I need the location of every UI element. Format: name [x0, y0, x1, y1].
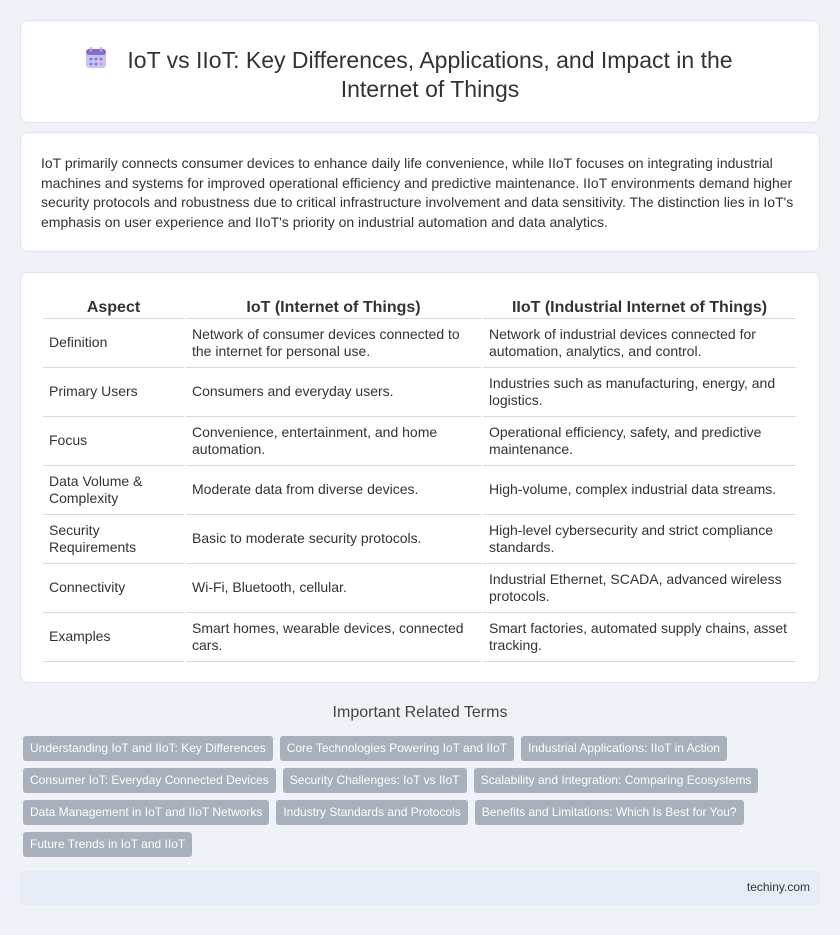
summary-card — [20, 132, 820, 252]
cell-aspect: Connectivity — [43, 564, 184, 613]
related-term-tag[interactable]: Scalability and Integration: Comparing Ecosystems — [474, 768, 759, 793]
cell-iiot: Industries such as manufacturing, energy, and logistics. — [483, 368, 796, 417]
cell-iiot: Operational efficiency, safety, and predictive maintenance. — [483, 417, 796, 466]
cell-aspect: Data Volume & Complexity — [43, 466, 184, 515]
comparison-table — [41, 297, 798, 662]
cell-iot: Convenience, entertainment, and home automation. — [186, 417, 481, 466]
cell-iot: Basic to moderate security protocols. — [186, 515, 481, 564]
cell-aspect: Focus — [43, 417, 184, 466]
table-header-row — [43, 297, 796, 319]
cell-iiot: High-level cybersecurity and strict compliance standards. — [483, 515, 796, 564]
header-aspect: Aspect — [43, 297, 184, 319]
summary-text: IoT primarily connects consumer devices to enhance daily life convenience, while IIoT focuses on integrating industrial machines and systems for improved operational efficiency and predictive maintenance. IIoT environments demand higher security protocols and robustness due to critical infrastructure involvement and data sensitivity. The distinction lies in IoT's emphasis on user experience and IIoT's priority on industrial automation and data analytics. — [41, 155, 794, 230]
table-row — [43, 515, 796, 564]
table-row — [43, 564, 796, 613]
cell-aspect: Primary Users — [43, 368, 184, 417]
cell-iot: Wi-Fi, Bluetooth, cellular. — [186, 564, 481, 613]
table-row — [43, 319, 796, 368]
table-row — [43, 466, 796, 515]
related-term-tag[interactable]: Data Management in IoT and IIoT Networks — [23, 800, 269, 825]
related-term-tag[interactable]: Industry Standards and Protocols — [276, 800, 467, 825]
table-row — [43, 613, 796, 662]
related-term-tag[interactable]: Security Challenges: IoT vs IIoT — [283, 768, 467, 793]
cell-iiot: High-volume, complex industrial data streams. — [483, 466, 796, 515]
related-term-tag[interactable]: Core Technologies Powering IoT and IIoT — [280, 736, 514, 761]
related-term-tag[interactable]: Future Trends in IoT and IIoT — [23, 832, 192, 857]
related-term-tag[interactable]: Consumer IoT: Everyday Connected Devices — [23, 768, 276, 793]
site-link[interactable]: techiny.com — [746, 880, 810, 894]
related-term-tag[interactable]: Industrial Applications: IIoT in Action — [521, 736, 727, 761]
cell-iiot: Smart factories, automated supply chains, asset tracking. — [483, 613, 796, 662]
header-iiot: IIoT (Industrial Internet of Things) — [483, 297, 796, 319]
table-row — [43, 368, 796, 417]
cell-iot: Smart homes, wearable devices, connected cars. — [186, 613, 481, 662]
cell-aspect: Examples — [43, 613, 184, 662]
related-terms-title: Important Related Terms — [332, 704, 508, 721]
cell-iiot: Network of industrial devices connected for automation, analytics, and control. — [483, 319, 796, 368]
comparison-table-card — [20, 272, 820, 683]
page-title: IoT vs IIoT: Key Differences, Applications, and Impact in the Internet of Things — [127, 47, 733, 102]
footer — [20, 871, 820, 905]
cell-aspect: Security Requirements — [43, 515, 184, 564]
cell-iot: Consumers and everyday users. — [186, 368, 481, 417]
header-iot: IoT (Internet of Things) — [186, 297, 481, 319]
cell-aspect: Definition — [43, 319, 184, 368]
related-term-tag[interactable]: Understanding IoT and IIoT: Key Differences — [23, 736, 273, 761]
related-terms-list — [23, 736, 783, 864]
table-row — [43, 417, 796, 466]
title-card — [20, 20, 820, 123]
related-term-tag[interactable]: Benefits and Limitations: Which Is Best for You? — [475, 800, 744, 825]
cell-iot: Network of consumer devices connected to the internet for personal use. — [186, 319, 481, 368]
cell-iot: Moderate data from diverse devices. — [186, 466, 481, 515]
cell-iiot: Industrial Ethernet, SCADA, advanced wireless protocols. — [483, 564, 796, 613]
